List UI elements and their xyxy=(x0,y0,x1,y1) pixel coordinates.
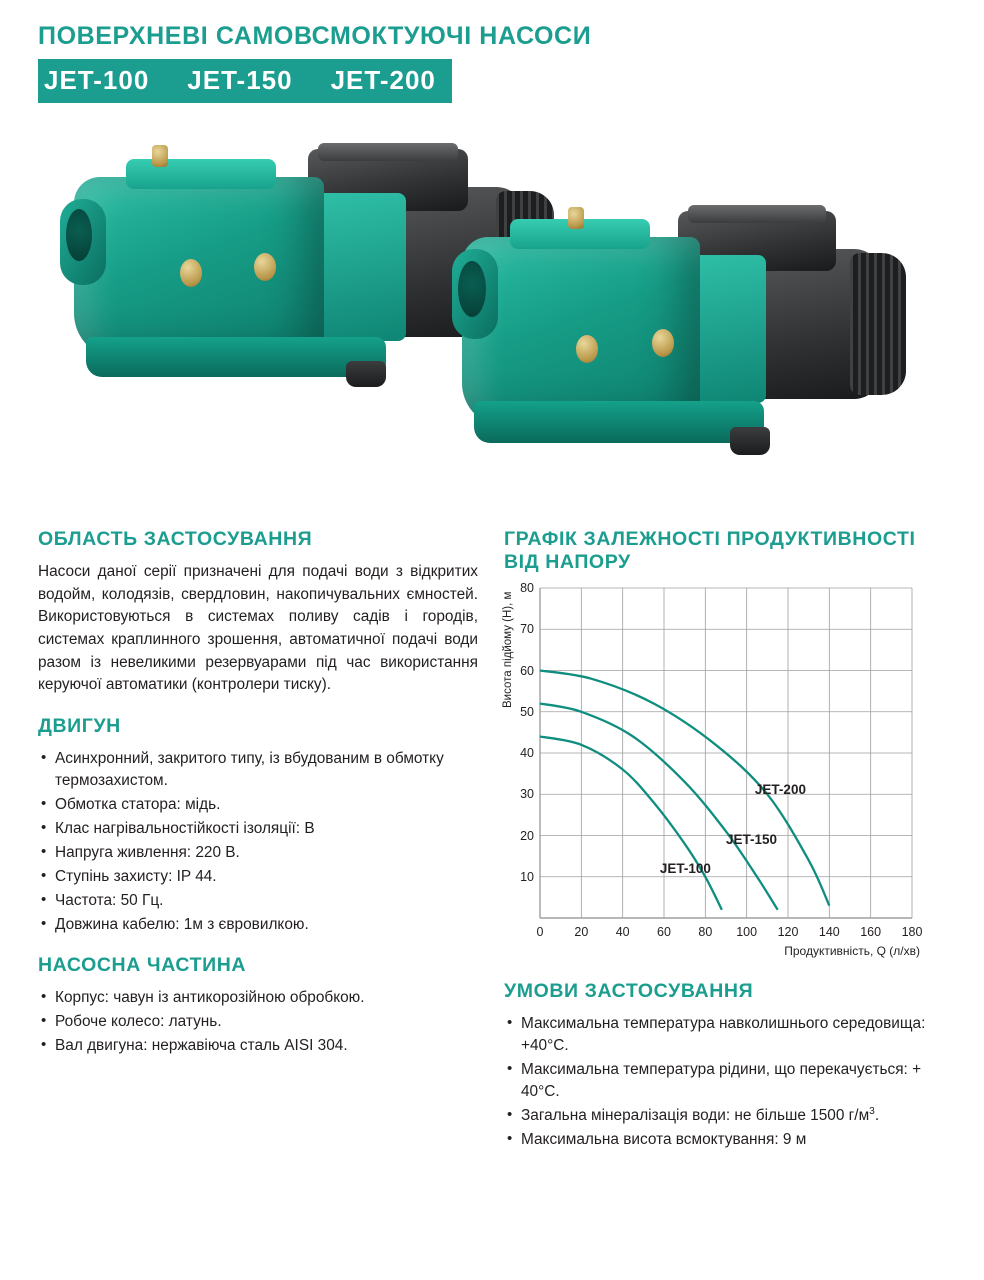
fill-plug-boss xyxy=(126,159,276,189)
chart-x-tick: 40 xyxy=(615,925,630,939)
chart-y-tick: 50 xyxy=(520,704,534,719)
left-column xyxy=(38,528,478,1169)
chart-x-tick: 60 xyxy=(657,925,671,939)
list-item: • Максимальна висота всмоктування: 9 м xyxy=(504,1129,954,1151)
chart-x-tick: 100 xyxy=(736,925,758,939)
chart-svg xyxy=(540,588,912,918)
page-header xyxy=(0,0,984,103)
chart-y-tick: 40 xyxy=(520,746,534,760)
suction-port-opening xyxy=(66,209,92,261)
fill-plug-2 xyxy=(568,207,584,229)
conditions-heading: УМОВИ ЗАСТОСУВАННЯ xyxy=(504,980,754,1002)
chart-x-tick: 20 xyxy=(574,925,589,939)
chart-x-tick: 0 xyxy=(536,925,544,939)
chart-series-label-jet-200: JET-200 xyxy=(754,782,806,798)
terminal-box-lid xyxy=(318,143,458,161)
application-heading: ОБЛАСТЬ ЗАСТОСУВАННЯ xyxy=(38,528,313,550)
drain-plug-right-2 xyxy=(652,329,674,357)
chart-y-tick: 80 xyxy=(520,581,534,595)
drain-plug-right xyxy=(254,253,276,281)
chart-x-tick: 160 xyxy=(860,925,882,939)
list-item: • Ступінь захисту: IP 44. xyxy=(38,866,478,888)
list-item: • Клас нагрівальностійкості ізоляції: В xyxy=(38,818,478,840)
conditions-list xyxy=(504,1013,954,1151)
chart-y-tick: 60 xyxy=(520,663,534,678)
list-item: • Робоче колесо: латунь. xyxy=(38,1011,478,1033)
pump-unit-front xyxy=(452,187,922,467)
chart-y-axis-label: Висота підйому (Н), м xyxy=(502,591,514,708)
list-item: • Вал двигуна: нержавіюча сталь AISI 304. xyxy=(38,1035,478,1057)
model-jet-100: JET-100 xyxy=(44,65,150,95)
pump-part-list xyxy=(38,987,478,1057)
list-item: • Частота: 50 Гц. xyxy=(38,890,478,912)
rubber-foot-rear xyxy=(346,361,386,387)
product-image xyxy=(0,117,984,507)
list-item: • Обмотка статора: мідь. xyxy=(38,794,478,816)
chart-y-tick: 20 xyxy=(520,828,534,843)
right-column xyxy=(504,528,954,1169)
chart-y-tick: 10 xyxy=(520,869,534,884)
motor-cooling-fins-2 xyxy=(850,253,906,395)
model-jet-150: JET-150 xyxy=(187,65,293,95)
model-jet-200: JET-200 xyxy=(330,65,436,95)
pump-part-heading: НАСОСНА ЧАСТИНА xyxy=(38,953,247,976)
chart-x-tick: 80 xyxy=(698,925,713,939)
suction-port-opening-2 xyxy=(458,261,486,317)
chart-curve-jet-150 xyxy=(540,704,778,910)
chart-y-tick: 70 xyxy=(520,622,534,637)
terminal-box-lid-2 xyxy=(688,205,826,223)
list-item: • Довжина кабелю: 1м з євровилкою. xyxy=(38,914,478,936)
chart-x-tick: 180 xyxy=(901,925,923,939)
chart-series-label-jet-100: JET-100 xyxy=(659,860,711,876)
performance-chart xyxy=(504,580,944,980)
list-item: • Максимальна температура навколишнього середовища: +40°С. xyxy=(504,1013,954,1057)
chart-x-tick: 140 xyxy=(818,925,840,939)
motor-list xyxy=(38,748,478,936)
list-item: • Напруга живлення: 220 В. xyxy=(38,842,478,864)
pump-base xyxy=(86,337,386,377)
drain-plug-left-2 xyxy=(576,335,598,363)
chart-x-tick: 120 xyxy=(777,925,799,939)
motor-heading: ДВИГУН xyxy=(38,714,121,737)
list-item: • Асинхронний, закритого типу, із вбудованим в обмотку термозахистом. xyxy=(38,748,478,792)
fill-plug xyxy=(152,145,168,167)
pump-base-2 xyxy=(474,401,764,443)
model-band xyxy=(38,59,452,103)
list-item: • Максимальна температура рідини, що перекачується: + 40°С. xyxy=(504,1059,954,1103)
chart-plot-area xyxy=(520,581,923,939)
chart-x-axis-label: Продуктивність, Q (л/хв) xyxy=(784,944,920,958)
drain-plug-left xyxy=(180,259,202,287)
chart-y-tick: 30 xyxy=(520,787,534,802)
list-item-text-mineralization: Загальна мінералізація води: не більше 1500 $г/м^3$. xyxy=(521,1106,880,1125)
list-item: • Корпус: чавун із антикорозійною обробкою. xyxy=(38,987,478,1009)
chart-curve-jet-100 xyxy=(540,737,722,910)
content-columns xyxy=(0,528,984,1169)
list-item xyxy=(504,1105,954,1127)
rubber-foot-front xyxy=(730,427,770,455)
chart-series-label-jet-150: JET-150 xyxy=(726,831,778,847)
page-title: ПОВЕРХНЕВІ САМОВСМОКТУЮЧІ НАСОСИ xyxy=(38,22,592,50)
application-text: Насоси даної серії призначені для подачі води з відкритих водойм, колодязів, свердловин, накопичувальних ємностей. Використовуються в системах поливу садів і городів, системах краплинного зрошення, автоматичної подачі води разом із невеликими резервуарами під час використання керуючої автоматики (контролери тиску). xyxy=(38,563,478,694)
chart-heading: ГРАФІК ЗАЛЕЖНОСТІ ПРОДУКТИВНОСТІ ВІД НАПОРУ xyxy=(504,528,916,573)
